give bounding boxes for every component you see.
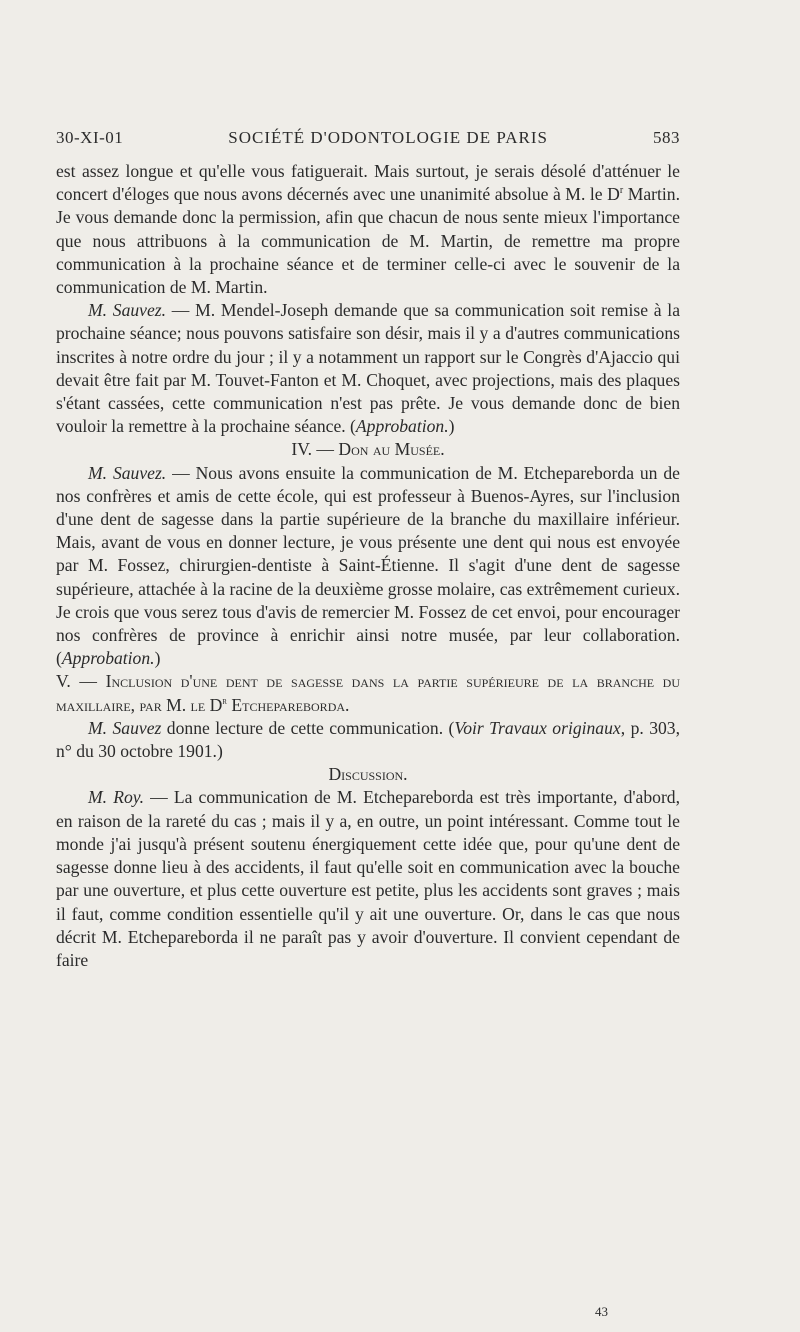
paragraph-2	[56, 299, 680, 438]
body-text	[56, 160, 680, 972]
speaker-name: M. Sauvez	[88, 717, 162, 738]
discussion-heading: Discussion.	[328, 764, 408, 785]
page-number: 583	[652, 128, 680, 147]
section-heading-iv: IV. — Don au Musée.	[291, 439, 445, 460]
speaker-name: M. Roy.	[88, 787, 144, 808]
paren-close: )	[448, 416, 455, 437]
paren-close: )	[154, 648, 161, 669]
paragraph-3-text: — Nous avons ensuite la communication de M. Etchepareborda un de nos confrères et amis de cette école, qui est professeur à Buenos-Ayres, sur l'inclusion d'une dent de sagesse dans la partie supérieure de la branche du maxillaire inférieur. Mais, avant de vous en donner lecture, je vous présente une dent qui nous est envoyée par M. Fossez, chirurgien-dentiste à Saint-Étienne. Il s'agit d'une dent de sagesse supérieure, attachée à la racine de la deuxième grosse molaire, cas extrêmement curieux. Je crois que vous serez tous d'avis de remercier M. Fossez de cet envoi, pour encourager nos confrères de province à enrichir ainsi notre musée, par leur collaboration. (	[56, 462, 680, 669]
approbation-note: Approbation.	[355, 416, 449, 437]
paragraph-4	[56, 717, 680, 763]
speaker-name: M. Sauvez.	[88, 462, 167, 483]
paragraph-5	[56, 786, 680, 972]
header-date: 30-XI-01	[56, 128, 124, 147]
superscript: r	[619, 185, 624, 197]
paragraph-1-text: est assez longue et qu'elle vous fatiguerait. Mais surtout, je serais désolé d'atténuer le concert d'éloges que nous avons décernés avec une unanimité absolue à M. le D	[56, 161, 680, 205]
running-header	[56, 128, 680, 148]
printer-signature: 43	[595, 1304, 608, 1319]
paragraph-1-text-end: Martin. Je vous demande donc la permission, afin que chacun de nous sente mieux l'importance que nous attribuons à la communication de M. Martin, de remettre ma propre communication à la prochaine séance et de terminer celle-ci avec le souvenir de la communication de M. Martin.	[56, 184, 680, 298]
superscript: r	[222, 695, 227, 707]
paragraph-4-text: donne lecture de cette communication. (	[161, 717, 455, 738]
paragraph-1	[56, 160, 680, 299]
paragraph-4-text-end: , p. 303, n° du 30 octobre 1901.)	[56, 717, 680, 762]
section-heading-v	[56, 670, 680, 716]
reference-italic: Voir Travaux originaux	[454, 717, 621, 738]
paragraph-2-text: — M. Mendel-Joseph demande que sa communication soit remise à la prochaine séance; nous pouvons satisfaire son désir, mais il y a d'autres communications inscrites à notre ordre du jour ; il y a notamment un rapport sur le Congrès d'Ajaccio qui devait être fait par M. Touvet-Fanton et M. Choquet, avec projections, mais des plaques s'étant cassées, cette communication n'est pas prête. Je vous demande donc de bien vouloir la remettre à la prochaine séance. (	[56, 300, 680, 437]
paragraph-3	[56, 462, 680, 671]
section-v-text-end: Etchepareborda.	[226, 694, 350, 715]
header-title: SOCIÉTÉ D'ODONTOLOGIE DE PARIS	[228, 128, 548, 147]
section-v-text: V. — Inclusion d'une dent de sagesse dans la partie supérieure de la branche du maxillaire, par M. le D	[56, 671, 680, 715]
speaker-name: M. Sauvez.	[88, 300, 167, 321]
approbation-note: Approbation.	[61, 648, 155, 669]
paragraph-5-text: — La communication de M. Etchepareborda est très importante, d'abord, en raison de la rareté du cas ; mais il y a, en outre, un point intéressant. Comme tout le monde j'ai jusqu'à présent soutenu énergiquement cette idée que, pour qu'une dent de sagesse donne lieu à des accidents, il faut qu'elle soit en communication avec la bouche par une ouverture, et plus cette ouverture est petite, plus les accidents sont graves ; mais il faut, comme condition essentielle qu'il y ait une ouverture. Or, dans le cas que nous décrit M. Etchepareborda il ne paraît pas y avoir d'ouverture. Il convient cependant de faire	[56, 787, 680, 970]
